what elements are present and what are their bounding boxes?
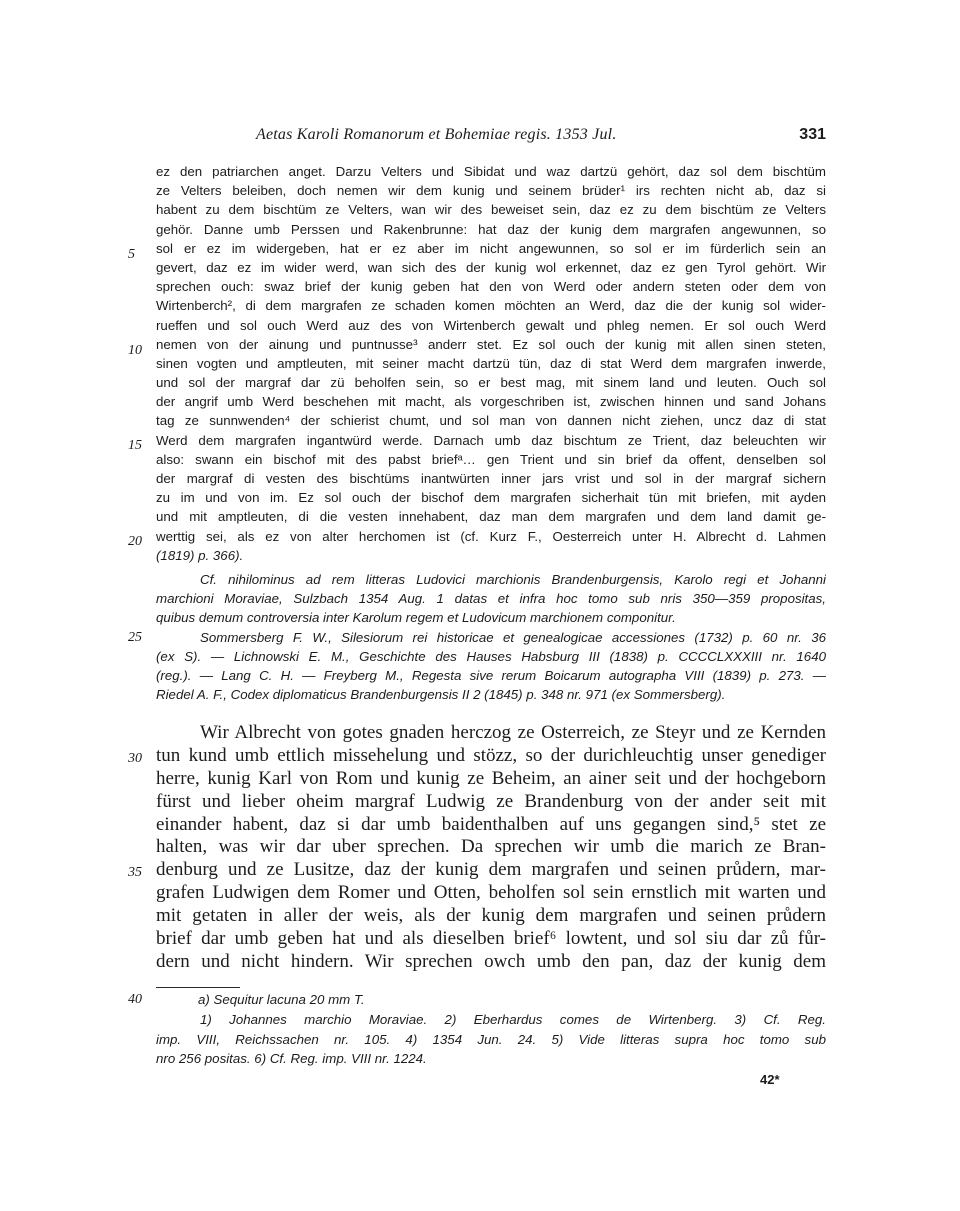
page-number: 331: [799, 126, 826, 143]
source-line: Riedel A. F., Codex diplomaticus Brandenburgensis II 2 (1845) p. 348 nr. 971 (ex Sommersberg).: [156, 687, 726, 703]
main-text-line: brief dar umb geben hat und als dieselben brief⁶ lowtent, und sol siu dar zů fůr-: [156, 928, 826, 950]
notes-line: Werd dem margrafen ingantwürd werde. Darnach umb daz bischtum ze Trient, daz beleuchten wir: [156, 432, 826, 448]
line-number: 35: [128, 865, 142, 880]
main-text-line: einander habent, daz si dar umb baidenthalben auf uns gegangen sind,⁵ stet ze: [156, 813, 826, 835]
main-text-line: halten, was wir dar uber sprechen. Da sprechen wir umb die marich ze Bran-: [156, 836, 826, 858]
line-number: 5: [128, 247, 135, 262]
footnote-a-text: a) Sequitur lacuna 20 mm T.: [198, 992, 365, 1007]
notes-line: tag ze sunnwenden⁴ der schierist chumt, und sol man von dannen nicht ziehen, uncz daz di stat: [156, 413, 826, 429]
source-line: (ex S). — Lichnowski E. M., Geschichte des Hauses Habsburg III (1838) p. CCCCLXXXIII nr. 1640: [156, 648, 826, 664]
notes-line: und mit amptleuten, di die vesten innehabent, daz man dem margrafen und dem land damit ge-: [156, 509, 826, 525]
notes-line: sinen vogten und amptleuten, mit seiner macht dartzü tün, daz di stat Werd dem margrafen inwerde,: [156, 355, 826, 371]
notes-line: ze Velters beleiben, doch nemen wir dem kunig und seinem brüder¹ irs rechten nicht ab, daz si: [156, 183, 826, 199]
main-text-line: dern und nicht hindern. Wir sprechen owch umb den pan, daz der kunig dem: [156, 950, 826, 972]
notes-line: also: swann ein bischof mit des pabst briefᵃ… gen Trient und sin brief da offent, denselben sol: [156, 451, 826, 467]
signature-mark: 42*: [760, 1072, 780, 1087]
line-number: 20: [128, 534, 142, 549]
notes-line: habent zu dem bischtüm ze Velters, wan wir des beweiset sein, daz ez zu dem bischtüm ze Velters: [156, 202, 826, 218]
main-text-line: denburg und ze Lusitze, daz der kunig dem margrafen und seinen průdern, mar-: [156, 859, 826, 881]
main-text-line: fürst und lieber oheim margraf Ludwig ze Brandenburg von der ander seit mit: [156, 790, 826, 812]
notes-line: und sol der margraf dar zü beholfen sein, so er best mag, mit sinem land und leuten. Ouch sol: [156, 375, 826, 391]
notes-line: der angrif umb Werd beschehen mit macht, als vorgeschriben ist, zwischen hinnen und sand Johans: [156, 394, 826, 410]
notes-line: (1819) p. 366).: [156, 547, 244, 563]
main-text-line: tun kund umb ettlich missehelung und stözz, so der durichleuchtig unser genediger: [156, 744, 826, 766]
main-text-line: mit getaten in aller der weis, als der kunig dem margrafen und seinen průdern: [156, 905, 826, 927]
source-line: quibus demum controversia inter Karolum regem et Ludovicum marchionem componitur.: [156, 610, 676, 626]
source-line: Sommersberg F. W., Silesiorum rei historicae et genealogicae accessiones (1732) p. 60 nr. 36: [200, 629, 826, 645]
notes-line: der margraf di vesten des bischtüms inantwürten inner jars vrist und sol in der margraf sichern: [156, 471, 826, 486]
notes-line: werttig sei, als ez von alter herchomen ist (cf. Kurz F., Oesterreich unter H. Albrecht d. Lahmen: [156, 528, 826, 544]
running-title: Aetas Karoli Romanorum et Bohemiae regis. 1353 Jul.: [256, 126, 617, 143]
main-text-line: Wir Albrecht von gotes gnaden herczog ze Osterreich, ze Steyr und ze Kernden: [200, 722, 826, 743]
commentary-notes: [156, 162, 826, 565]
line-number: 10: [128, 343, 142, 358]
footnote-divider: [156, 987, 240, 988]
source-references: [156, 570, 826, 704]
line-number: 15: [128, 438, 142, 453]
notes-line: Wirtenberch², di dem margrafen ze schaden komen möchten an Werd, daz die der kunig sol wider-: [156, 298, 826, 314]
notes-line: zu im und von im. Ez sol ouch der bischof dem margrafen sicherhait tün mit briefen, mit ayden: [156, 490, 826, 506]
notes-line: sprechen ouch: swaz brief der kunig geben hat den von Werd oder andern steten oder dem von: [156, 279, 826, 295]
notes-line: sol er ez im widergeben, hat er ez aber im nicht angewunnen, so sol er im fürderlich sein an: [156, 240, 826, 256]
notes-line: nemen von der ainung und puntnusse³ anderr stet. Ez sol ouch der kunig mit allen sinen steten,: [156, 336, 826, 352]
notes-line: rueffen und sol ouch Werd auz des von Wirtenberch gewalt und phleg nemen. Er sol ouch Werd: [156, 317, 826, 333]
footnote-line: 1) Johannes marchio Moraviae. 2) Eberhardus comes de Wirtenberg. 3) Cf. Reg.: [200, 1011, 826, 1027]
line-number: 40: [128, 992, 142, 1007]
source-line: marchioni Moraviae, Sulzbach 1354 Aug. 1 datas et infra hoc tomo sub nris 350—359 propositas,: [156, 591, 826, 607]
line-number: 30: [128, 751, 142, 766]
footnote-line: imp. VIII, Reichssachen nr. 105. 4) 1354 Jun. 24. 5) Vide litteras supra hoc tomo sub: [156, 1031, 826, 1047]
main-text-line: grafen Ludwigen dem Romer und Otten, beholfen sol sein ernstlich mit warten und: [156, 882, 826, 904]
footnotes: [156, 990, 826, 1069]
source-line: Cf. nihilominus ad rem litteras Ludovici marchionis Brandenburgensis, Karolo regi et Johanni: [200, 572, 826, 587]
source-line: (reg.). — Lang C. H. — Freyberg M., Regesta sive rerum Boicarum autographa VIII (1839) p. 273. —: [156, 667, 826, 683]
footnote-line: nro 256 positas. 6) Cf. Reg. imp. VIII nr. 1224.: [156, 1051, 427, 1067]
notes-line: ez den patriarchen anget. Darzu Velters und Sibidat und waz dartzü gehört, daz sol dem bischtüm: [156, 164, 826, 179]
notes-line: gehör. Danne umb Perssen und Rakenbrunne: hat daz der kunig dem margrafen angewunnen, so: [156, 221, 826, 237]
notes-line: gevert, daz ez im wider werd, wan sich des der kunig wol erkennet, daz ez gen Tyrol gehört. Wir: [156, 259, 826, 275]
main-charter-text: [156, 722, 826, 974]
footnote-a: [156, 990, 826, 1010]
line-number: 25: [128, 630, 142, 645]
page-header: [156, 126, 826, 146]
main-text-line: herre, kunig Karl von Rom und kunig ze Beheim, an ainer seit und der hochgeborn: [156, 767, 826, 789]
